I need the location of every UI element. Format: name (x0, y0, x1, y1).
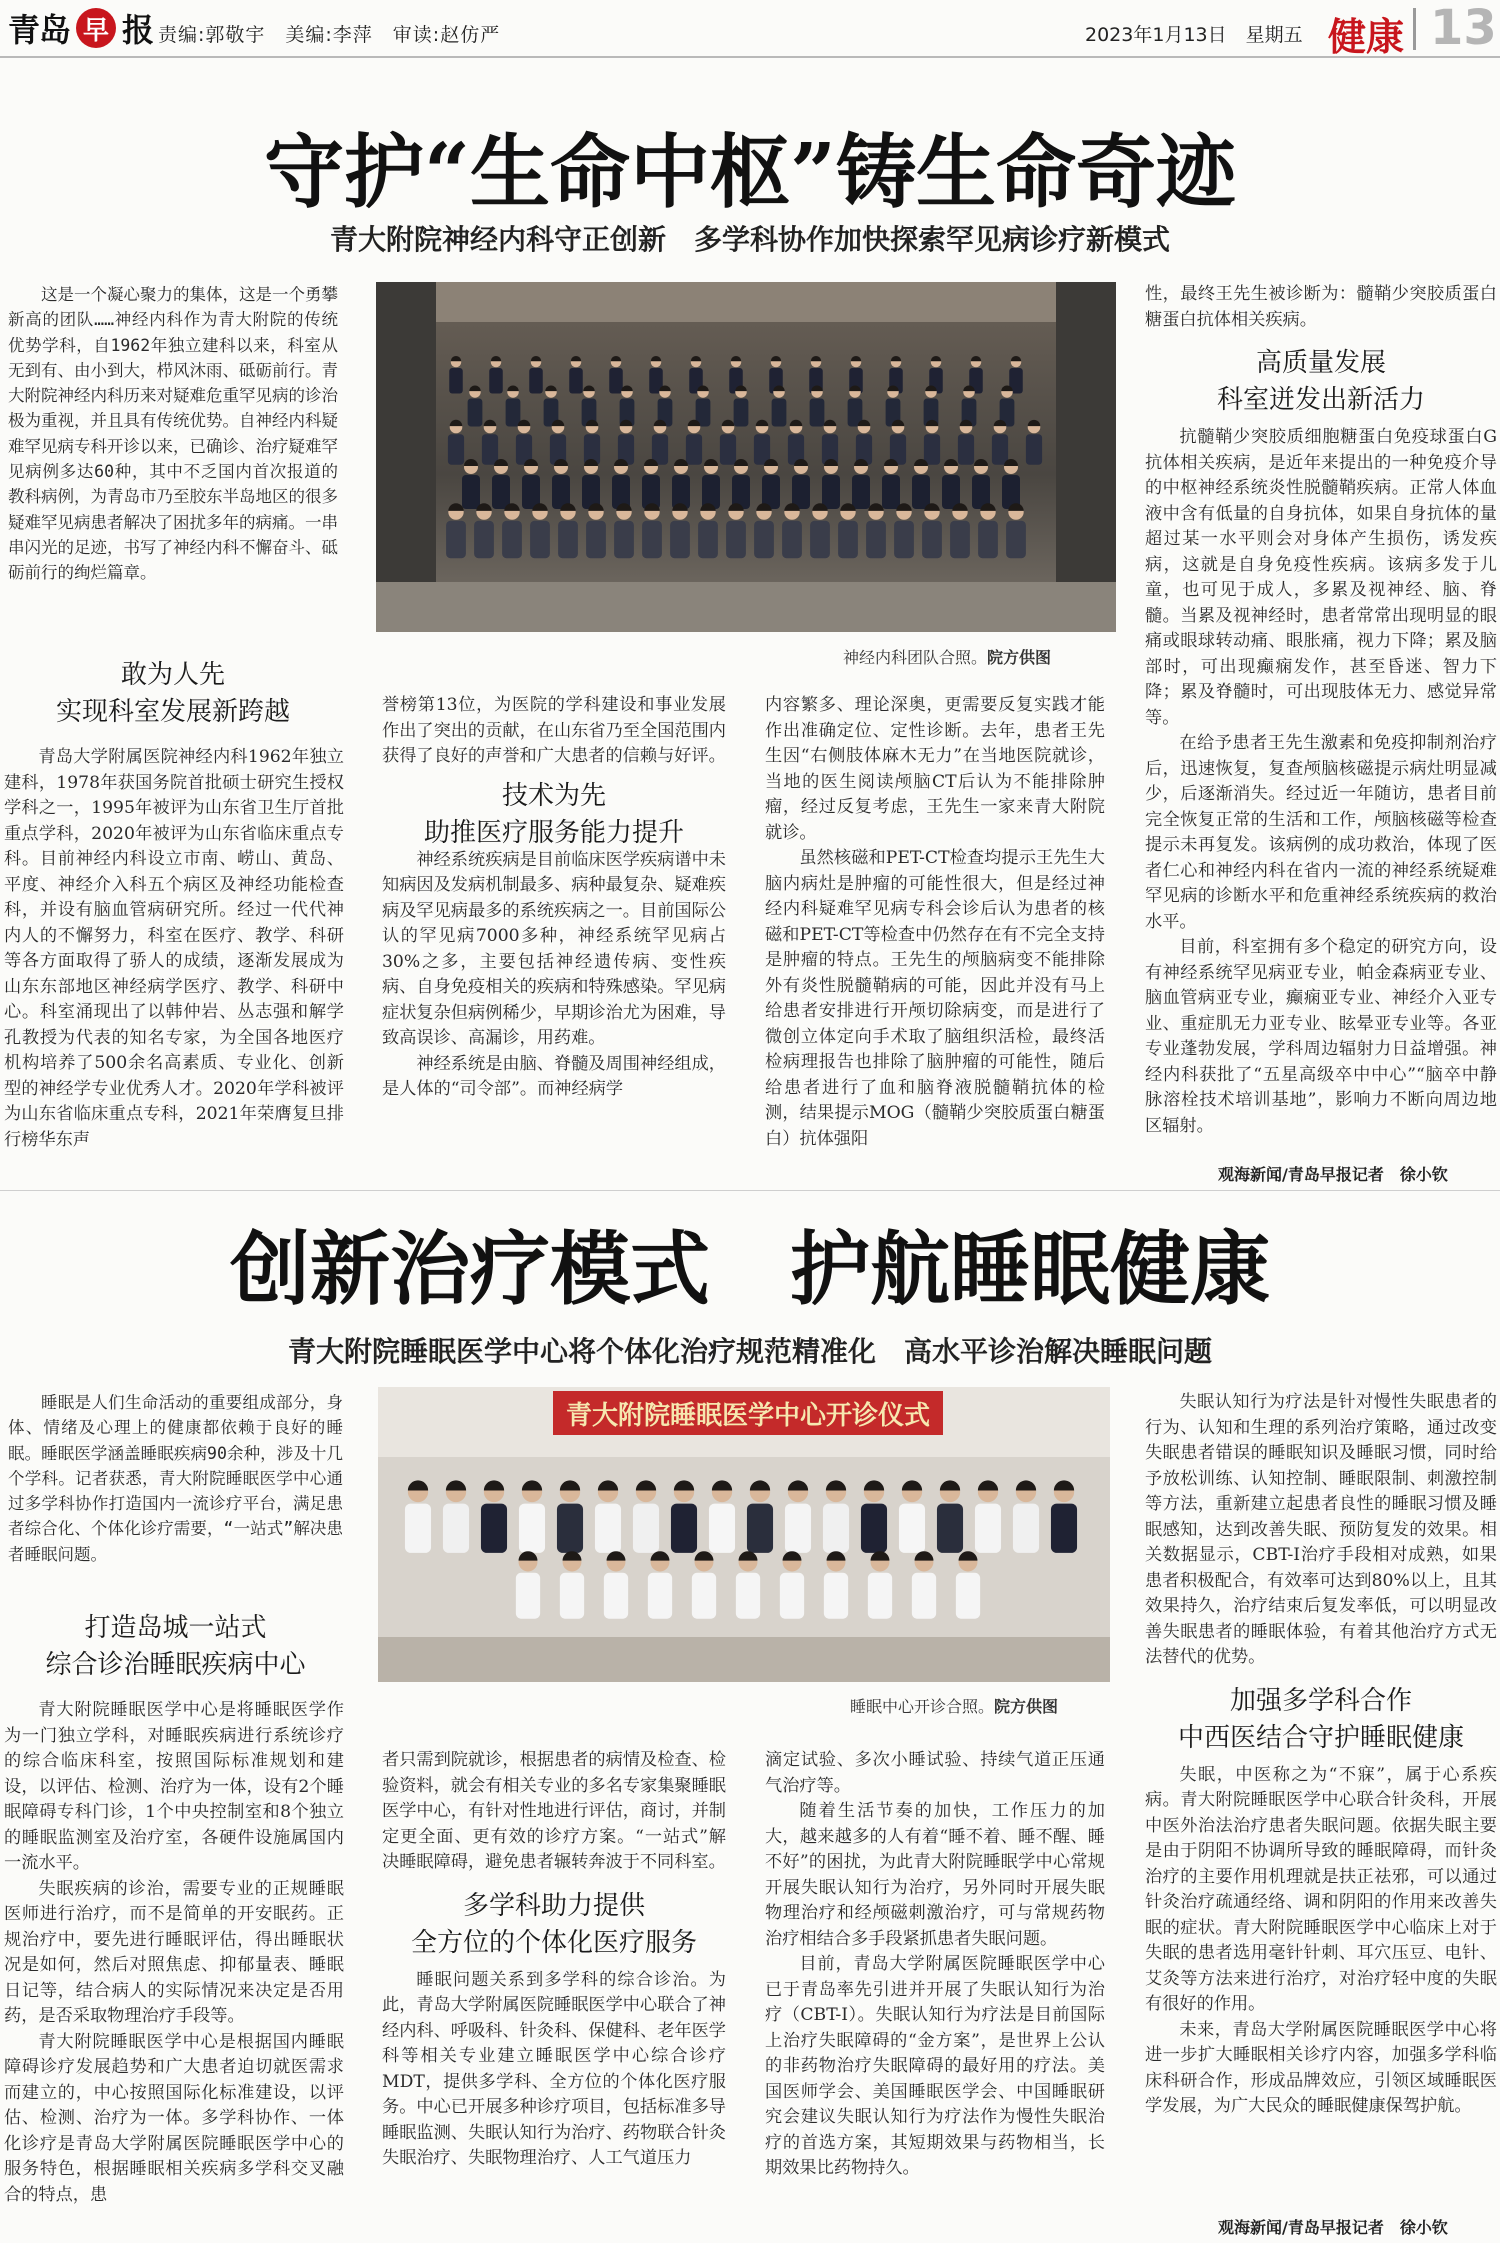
article1-heading3-line2: 科室迸发出新活力 (1216, 385, 1425, 415)
team-member (614, 503, 634, 558)
article2-heading1-line1: 打造岛城一站式 (84, 1613, 267, 1643)
team-member (558, 503, 578, 558)
article2-col4-text: 失眠认知行为疗法是针对慢性失眠患者的行为、认知和生理的系列治疗策略，通过改变失眠患者错误的睡眠知识及睡眠习惯，同时给予放松训练、认知控制、睡眠限制、刺激控制等方法，重新建立起患者良性的睡眠习惯及睡眠感知，达到改善失眠、预防复发的效果。相关数据显示，CBT-I治疗手段相对成熟，如果患者积极配合，有效率可达到80%以上，且其效果持久，治疗结束后复发率低，可以明显改善失眠患者的睡眠体验，有着其他治疗方式无法替代的优势。 (1145, 1392, 1497, 1667)
article1-col4 (1145, 282, 1497, 1172)
team-member (822, 420, 838, 465)
team-member (552, 459, 570, 509)
team-member (950, 503, 970, 558)
article1-col4-text-c: 在给予患者王先生激素和免疫抑制剂治疗后，迅速恢复，复查颅脑核磁提示病灶明显减少，后逐渐消失。经过近一年随访，患者目前完全恢复正常的生活和工作，颅脑核磁等检查提示未再复发。该病例的成功救治，体现了医者仁心和神经内科在省内一流的神经系统疑难罕见病的诊断水平和危重神经系统疾病的救治水平。 (1145, 733, 1497, 932)
article2-heading1-line2: 综合诊治睡眠疾病中心 (45, 1650, 306, 1680)
team-member (586, 503, 606, 558)
team-member (582, 459, 600, 509)
article1-photo-credit: 院方供图 (987, 648, 1052, 667)
article2-col2-text-b: 睡眠问题关系到多学科的综合诊治。为此，青岛大学附属医院睡眠医学中心联合了神经内科、呼吸科、针灸科、保健科、老年医学科等相关专业建立睡眠医学中心综合诊疗MDT，提供多学科、全方位的个体化医疗服务。中心已开展多种诊疗项目，包括标准多导睡眠监测、失眠认知行为治疗、药物联合针灸失眠治疗、失眠物理治疗、人工气道压力 (382, 1969, 726, 2168)
attendee (443, 1480, 469, 1552)
team-member (822, 459, 840, 509)
team-member (734, 385, 749, 426)
team-member (492, 459, 510, 509)
article1-heading3-spacer (1145, 333, 1497, 425)
attendee (956, 1551, 980, 1619)
team-member (810, 503, 830, 558)
attendee (780, 1551, 804, 1619)
article2-heading3 (1145, 1683, 1497, 1757)
team-member (958, 420, 974, 465)
article1-heading2-spacer (382, 770, 726, 848)
article2-byline: 观海新闻/青岛早报记者 徐小钦 (1218, 2218, 1448, 2237)
article2-opening-photo (378, 1387, 1110, 1682)
team-member (569, 356, 583, 394)
attendee (692, 1551, 716, 1619)
masthead-logo-text: 青岛 (8, 11, 71, 49)
article1-col1 (4, 745, 344, 1185)
attendee (604, 1551, 628, 1619)
article1-col3 (765, 693, 1105, 1183)
team-member (612, 459, 630, 509)
article2-heading3-line1: 加强多学科合作 (1229, 1685, 1412, 1716)
article2-col4-text-c: 未来，青岛大学附属医院睡眠医学中心将进一步扩大睡眠相关诊疗内容，加强多学科临床科研合作，形成品牌效应，引领区域睡眠医学发展，为广大民众的睡眠健康保驾护航。 (1145, 2019, 1497, 2116)
attendee (824, 1551, 848, 1619)
team-member (848, 385, 863, 426)
masthead-logo (8, 6, 154, 50)
article2-lead-text: 睡眠是人们生命活动的重要组成部分，身体、情绪及心理上的健康都依赖于良好的睡眠。睡眠医学涵盖睡眠疾病90余种，涉及十几个学科。记者获悉，青大附院睡眠医学中心通过多学科协作打造国内一流诊疗平台，满足患者综合化、个体化诊疗需要，“一站式”解决患者睡眠问题。 (8, 1393, 343, 1564)
team-member (912, 459, 930, 509)
attendee (868, 1551, 892, 1618)
article1-subtitle: 青大附院神经内科守正创新 多学科协作加快探索罕见病诊疗新模式 (329, 223, 1170, 256)
article2-col3-text-b: 随着生活节奏的加快，工作压力的加大，越来越多的人有着“睡不着、睡不醒、睡不好”的困扰，为此青大附院睡眠学中心常规开展失眠认知行为治疗，另外同时开展失眠物理治疗和经颅磁刺激治疗，可与常规药物治疗相结合多手段紧抓患者失眠问题。 (765, 1801, 1105, 1949)
team-member (468, 385, 483, 426)
team-member (609, 356, 623, 394)
article1-photo-caption (843, 645, 1051, 668)
section-name: 健康 (1328, 15, 1405, 59)
newspaper-header (0, 0, 1500, 58)
team-member (866, 503, 886, 558)
team-member (698, 503, 718, 558)
attendee (861, 1480, 887, 1553)
team-member (924, 420, 940, 465)
article2-lead (8, 1390, 343, 1600)
article2-heading2-line2: 全方位的个体化医疗服务 (410, 1927, 697, 1958)
article2-title: 创新治疗模式 护航睡眠健康 (230, 1222, 1270, 1316)
article1-heading2-line2: 助推医疗服务能力提升 (423, 817, 684, 848)
team-member (618, 420, 634, 465)
attendee (671, 1480, 697, 1552)
team-member (462, 459, 480, 509)
article1-team-photo (376, 282, 1116, 632)
team-member (810, 385, 825, 426)
team-member (482, 420, 498, 465)
team-member (506, 385, 521, 426)
team-member (652, 420, 668, 465)
article2-subtitle: 青大附院睡眠医学中心将个体化治疗规范精准化 高水平诊治解决睡眠问题 (287, 1335, 1212, 1368)
article1-caption-text: 神经内科团队合照。 (843, 648, 988, 667)
team-member (672, 459, 690, 509)
team-member (446, 503, 466, 558)
team-member (550, 420, 566, 465)
ceremony-banner: 青大附院睡眠医学中心开诊仪式 (565, 1401, 930, 1431)
article1-heading2 (382, 778, 726, 852)
article2-heading1 (8, 1610, 343, 1684)
team-member (720, 420, 736, 465)
team-member (754, 503, 774, 558)
attendee (405, 1480, 431, 1552)
editor-credits: 责编:郭敬宇 美编:李萍 审读:赵仿严 (158, 24, 501, 46)
team-member (754, 420, 770, 465)
article1-col2-text: 誉榜第13位，为医院的学科建设和事业发展作出了突出的贡献，在山东省乃至全国范围内获得了良好的声誉和广大患者的信赖与好评。 (382, 695, 726, 766)
article2-caption-text: 睡眠中心开诊合照。 (850, 1697, 995, 1716)
article1-heading3-line1: 高质量发展 (1255, 348, 1386, 378)
team-member (732, 459, 750, 509)
team-member (642, 459, 660, 509)
article1-heading1-line2: 实现科室发展新跨越 (55, 697, 290, 727)
article1-col4-text: 性，最终王先生被诊断为：髓鞘少突胶质蛋白糖蛋白抗体相关疾病。 (1145, 284, 1497, 330)
team-member (978, 503, 998, 558)
team-member (772, 385, 787, 426)
team-member (788, 420, 804, 465)
team-member (942, 459, 960, 509)
article2-col1-text-c: 青大附院睡眠医学中心是根据国内睡眠障碍诊疗发展趋势和广大患者迫切就医需求而建立的，中心按照国际化标准建设，以评估、检测、治疗为一体。多学科协作、一体化诊疗是青岛大学附属医院睡眠医学中心的服务特色，根据睡眠相关疾病多学科交叉融合的特点，患 (4, 2031, 344, 2205)
team-member (584, 420, 600, 465)
masthead-logo-tail: 报 (122, 11, 155, 49)
article1-heading3 (1145, 345, 1497, 419)
team-member (530, 503, 550, 558)
article2-photo-credit: 院方供图 (994, 1697, 1059, 1716)
article2-heading2-spacer (382, 1876, 726, 1968)
team-member (702, 459, 720, 509)
team-member (726, 503, 746, 558)
attendee (1013, 1480, 1039, 1552)
article2-photo-caption (850, 1694, 1058, 1717)
attendee (516, 1551, 540, 1618)
article1-col2-text-c: 神经系统是由脑、脊髓及周围神经组成，是人体的“司令部”。而神经病学 (382, 1053, 726, 1099)
article2-heading3-spacer (1145, 1671, 1497, 1763)
team-member (1006, 503, 1026, 558)
team-member (516, 420, 532, 465)
attendee (557, 1480, 583, 1553)
team-member (474, 503, 494, 558)
attendee (1051, 1480, 1077, 1553)
article1-title: 守护“生命中枢”铸生命奇迹 (263, 125, 1237, 219)
team-member (696, 385, 711, 426)
article2-col4-text-b: 失眠，中医称之为“不寐”，属于心系疾病。青大附院睡眠医学中心联合针灸科，开展中医外治法治疗患者失眠问题。依据失眠主要是由于阴阳不协调所导致的睡眠障碍，而针灸治疗的主要作用机理就是扶正祛邪，可以通过针灸治疗疏通经络、调和阴阳的作用来改善失眠的症状。青大附院睡眠医学中心临床上对于失眠的患者选用毫针针刺、耳穴压豆、电针、艾灸等方法来进行治疗，对治疗轻中度的失眠有很好的作用。 (1145, 1764, 1497, 2014)
team-member (890, 420, 906, 465)
team-member (762, 459, 780, 509)
attendee (785, 1480, 811, 1552)
article2-col1-text-b: 失眠疾病的诊治，需要专业的正规睡眠医师进行治疗，而不是简单的开安眠药。正规治疗中，要先进行睡眠评估，得出睡眠状况是如何，然后对照焦虑、抑郁量表、睡眠日记等，结合病人的实际情况来决定是否用药，是否采取物理治疗手段等。 (4, 1878, 344, 2026)
article1-lead-text: 这是一个凝心聚力的集体，这是一个勇攀新高的团队……神经内科作为青大附院的传统优势学科，自1962年独立建科以来，科室从无到有、由小到大，栉风沐雨、砥砺前行。青大附院神经内科历来对疑难危重罕见病的诊治极为重视，并且具有传统优势。自神经内科疑难罕见病专科开诊以来，已确诊、治疗疑难罕见病例多达60种，其中不乏国内首次报道的教科病例，为青岛市乃至胶东半岛地区的很多疑难罕见病患者解决了困扰多年的病痛。一串串闪光的足迹，书写了神经内科不懈奋斗、砥砺前行的绚烂篇章。 (8, 285, 338, 583)
attendee (633, 1480, 659, 1553)
team-member (894, 503, 914, 558)
article1-col2 (382, 693, 726, 1183)
team-member (1026, 420, 1042, 465)
article-divider (0, 1190, 1500, 1191)
team-member (972, 459, 990, 509)
attendee (975, 1480, 1001, 1553)
team-member (838, 503, 858, 558)
attendee (912, 1551, 936, 1619)
attendee (736, 1551, 760, 1619)
article2-heading3-line2: 中西医结合守护睡眠健康 (1177, 1722, 1464, 1753)
article2-col3-text-c: 目前，青岛大学附属医院睡眠医学中心已于青岛率先引进并开展了失眠认知行为治疗（CBT-I）。失眠认知行为疗法是目前国际上治疗失眠障碍的“金方案”，是世界上公认的非药物治疗失眠障碍的最好用的疗法。美国医师学会、美国睡眠医学会、中国睡眠研究会建议失眠认知行为疗法作为慢性失眠治疗的首选方案，其短期效果与药物相当，长期效果比药物持久。 (765, 1954, 1105, 2178)
attendee (747, 1480, 773, 1552)
header-divider (1413, 8, 1416, 50)
article2-heading2 (382, 1888, 726, 1962)
attendee (899, 1480, 925, 1553)
team-member (922, 503, 942, 558)
team-member (529, 356, 543, 394)
team-member (522, 459, 540, 509)
team-member (1002, 459, 1020, 509)
article1-byline: 观海新闻/青岛早报记者 徐小钦 (1218, 1165, 1448, 1184)
article2-col1 (4, 1698, 344, 2238)
team-member (670, 503, 690, 558)
article1-col3-text-b: 虽然核磁和PET-CT检查均提示王先生大脑内病灶是肿瘤的可能性很大，但是经过神经内科疑难罕见病专科会诊后认为患者的核磁和PET-CT等检查中仍然存在有不完全支持是肿瘤的特点。王先生的颅脑病变不能排除外有炎性脱髓鞘病的可能，因此并没有马上给患者安排进行开颅切除病变，而是进行了微创立体定向手术取了脑组织活检，最终活检病理报告也排除了脑肿瘤的可能性，随后给患者进行了血和脑脊液脱髓鞘抗体的检测，结果提示MOG（髓鞘少突胶质蛋白糖蛋白）抗体强阳 (765, 848, 1105, 1149)
article1-heading1 (8, 657, 338, 731)
article2-col2 (382, 1748, 726, 2240)
article1-col3-text: 内容繁多、理论深奥，更需要反复实践才能作出准确定位、定性诊断。去年，患者王先生因“右侧肢体麻木无力”在当地医院就诊，当地的医生阅读颅脑CT后认为不能排除肿瘤，经过反复考虑，王先生一家来青大附院就诊。 (765, 695, 1105, 843)
team-member (686, 420, 702, 465)
masthead-logo-seal: 早 (76, 8, 116, 48)
article1-col2-text-b: 神经系统疾病是目前临床医学疾病谱中未知病因及发病机制最多、病种最复杂、疑难疾病及罕见病最多的系统疾病之一。目前国际公认的罕见病7000多种，神经系统罕见病占30%之多，主要包括神经遗传病、变性疾病、自身免疫相关的疾病和特殊感染。罕见病症状复杂但病例稀少，早期诊治尤为困难，导致高误诊、高漏诊，用药难。 (382, 849, 726, 1048)
team-member (448, 420, 464, 465)
team-member (489, 356, 503, 394)
article1-heading1-line1: 敢为人先 (120, 660, 225, 690)
article1-heading2-line1: 技术为先 (501, 780, 606, 811)
attendee (560, 1551, 584, 1619)
attendee (937, 1480, 963, 1553)
article2-col3-text: 滴定试验、多次小睡试验、持续气道正压通气治疗等。 (765, 1750, 1105, 1796)
attendee (595, 1480, 621, 1553)
attendee (648, 1551, 672, 1618)
team-photo-image (376, 282, 1116, 632)
article1-col1-text: 青岛大学附属医院神经内科1962年独立建科，1978年获国务院首批硕士研究生授权学科之一，1995年被评为山东省卫生厅首批重点学科，2020年被评为山东省临床重点专科。目前神经内科设立市南、崂山、黄岛、平度、神经介入科五个病区及神经功能检查科，并设有脑血管病研究所。经过一代代神内人的不懈努力，科室在医疗、教学、科研等各方面取得了骄人的成绩，逐渐发展成为山东东部地区神经病学医疗、教学、科研中心。科室涌现出了以韩仲岩、丛志强和解学孔教授为代表的知名专家，为全国各地医疗机构培养了500余名高素质、专业化、创新型的神经学专业优秀人才。2020年学科被评为山东省临床重点专科，2021年荣膺复旦排行榜华东声 (4, 747, 344, 1150)
attendee (823, 1480, 849, 1553)
team-member (882, 459, 900, 509)
article2-heading2-line1: 多学科助力提供 (462, 1890, 645, 1921)
article2-col4 (1145, 1390, 1497, 2215)
attendee (481, 1480, 507, 1553)
article1-col4-text-b: 抗髓鞘少突胶质细胞糖蛋白免疫球蛋白G抗体相关疾病，是近年来提出的一种免疫介导的中枢神经系统炎性脱髓鞘疾病。正常人体血液中含有低量的自身抗体，如果自身抗体的量超过某一水平则会对身体产生损伤，诱发疾病，这就是自身免疫性疾病。该病多发于儿童，也可见于成人，多累及视神经、脑、脊髓。当累及视神经时，患者常常出现明显的眼痛或眼球转动痛、眼胀痛，视力下降；累及脑部时，可出现癫痫发作，甚至昏迷、智力下降；累及脊髓时，可出现肢体无力、感觉异常等。 (1145, 427, 1497, 728)
team-member (852, 459, 870, 509)
issue-date: 2023年1月13日 星期五 (1085, 24, 1303, 46)
article1-col4-text-d: 目前，科室拥有多个稳定的研究方向，设有神经系统罕见病亚专业，帕金森病亚专业、脑血管病亚专业，癫痫亚专业、神经介入亚专业、重症肌无力亚专业、眩晕亚专业等。各亚专业蓬勃发展，学科周边辐射力日益增强。神经内科获批了“五星高级卒中中心”“脑卒中静脉溶栓技术培训基地”，影响力不断向周边地区辐射。 (1145, 937, 1497, 1136)
article2-col2-text: 者只需到院就诊，根据患者的病情及检查、检验资料，就会有相关专业的多名专家集聚睡眠医学中心，有针对性地进行评估，商讨，并制定更全面、更有效的诊疗方案。“一站式”解决睡眠障碍，避免患者辗转奔波于不同科室。 (382, 1750, 726, 1872)
team-member (992, 420, 1008, 465)
team-member (449, 356, 463, 394)
attendee (709, 1480, 735, 1553)
page-number: 13 (1430, 0, 1497, 56)
article2-col1-text: 青大附院睡眠医学中心是将睡眠医学作为一门独立学科，对睡眠疾病进行系统诊疗的综合临床科室，按照国际标准规划和建设，以评估、检测、治疗为一体，设有2个睡眠障碍专科门诊，1个中央控制室和8个独立的睡眠监测室及治疗室，各硬件设施属国内一流水平。 (4, 1700, 344, 1873)
article2-col3 (765, 1748, 1105, 2240)
team-member (782, 503, 802, 558)
attendee (519, 1480, 545, 1553)
team-member (642, 503, 662, 558)
team-member (792, 459, 810, 509)
team-member (502, 503, 522, 558)
team-member (856, 420, 872, 465)
article1-lead (8, 282, 338, 652)
